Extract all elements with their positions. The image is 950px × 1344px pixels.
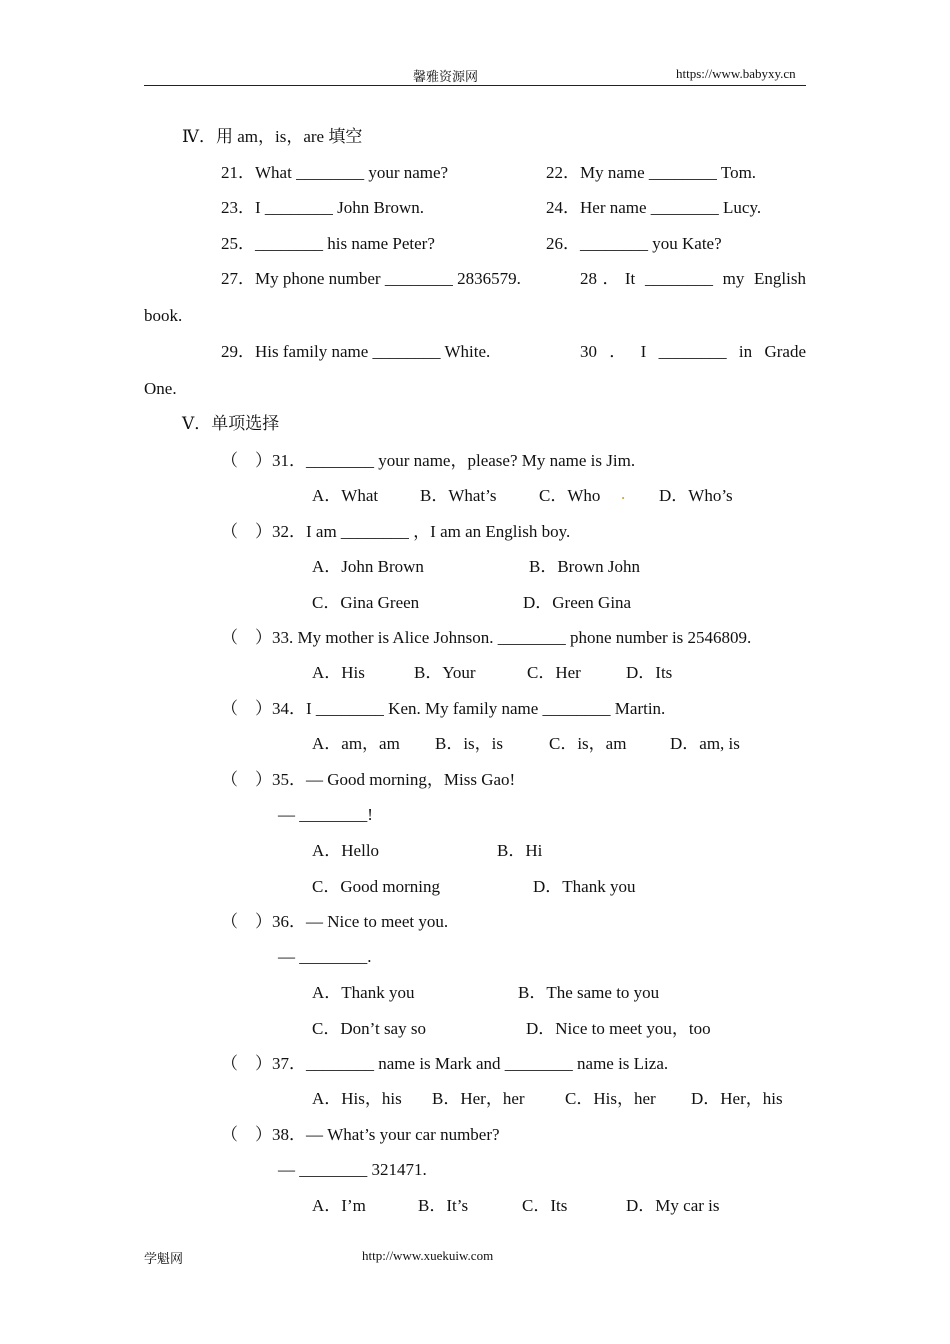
question-34-option-b: B．is，is xyxy=(435,734,504,753)
section-4-title: Ⅳ．用 am，is，are 填空 xyxy=(182,127,363,146)
question-38-option-b: B．It’s xyxy=(418,1196,469,1215)
section-5-title: Ⅴ．单项选择 xyxy=(182,414,280,433)
question-38-option-d: D．My car is xyxy=(626,1196,720,1215)
question-31-option-c: C．Who xyxy=(539,486,601,505)
question-35-option-d: D．Thank you xyxy=(533,877,636,896)
question-32-option-d: D．Green Gina xyxy=(523,593,632,612)
question-34-option-c: C．is，am xyxy=(549,734,627,753)
question-31: （ ）31．________ your name，please? My name is Jim. xyxy=(221,451,636,470)
question-35: （ ）35．— Good morning，Miss Gao! xyxy=(221,770,516,789)
header-url: https://www.babyxy.cn xyxy=(676,66,796,81)
header-site-name: 馨雅资源网 xyxy=(413,69,479,84)
question-21: 21．What ________ your name? xyxy=(221,163,449,182)
question-24: 24．Her name ________ Lucy. xyxy=(546,198,762,217)
question-32-option-b: B．Brown John xyxy=(529,557,640,576)
question-33-option-b: B．Your xyxy=(414,663,476,682)
question-36-option-b: B．The same to you xyxy=(518,983,660,1002)
question-31-option-a: A．What xyxy=(312,486,379,505)
question-34-option-d: D．am, is xyxy=(670,734,740,753)
question-25: 25．________ his name Peter? xyxy=(221,234,435,253)
question-26: 26．________ you Kate? xyxy=(546,234,722,253)
question-33-option-c: C．Her xyxy=(527,663,581,682)
question-36: （ ）36．— Nice to meet you. xyxy=(221,912,449,931)
question-35-option-a: A．Hello xyxy=(312,841,380,860)
question-38: （ ）38．— What’s your car number? xyxy=(221,1125,500,1144)
question-28-continued: book. xyxy=(144,306,183,325)
question-28: 28．It ________ my English xyxy=(580,269,806,288)
header-divider xyxy=(144,85,806,86)
question-36-option-a: A．Thank you xyxy=(312,983,415,1002)
question-33: （ ）33. My mother is Alice Johnson. ________ phone number is 2546809. xyxy=(221,628,752,647)
question-35-option-c: C．Good morning xyxy=(312,877,440,896)
question-37-option-d: D．Her，his xyxy=(691,1089,783,1108)
question-32-option-c: C．Gina Green xyxy=(312,593,420,612)
question-37-option-b: B．Her，her xyxy=(432,1089,525,1108)
question-35-option-b: B．Hi xyxy=(497,841,543,860)
question-33-option-a: A．His xyxy=(312,663,365,682)
question-30-continued: One. xyxy=(144,379,177,398)
question-31-option-d: D．Who’s xyxy=(659,486,733,505)
question-32-option-a: A．John Brown xyxy=(312,557,424,576)
question-37-option-a: A．His，his xyxy=(312,1089,402,1108)
footer-site-name: 学魁网 xyxy=(144,1251,184,1266)
question-36-option-d: D．Nice to meet you，too xyxy=(526,1019,711,1038)
question-31-option-b: B．What’s xyxy=(420,486,497,505)
question-34-option-a: A．am，am xyxy=(312,734,400,753)
question-27: 27．My phone number ________ 2836579. xyxy=(221,269,521,288)
question-23: 23．I ________ John Brown. xyxy=(221,198,425,217)
question-35-reply: — ________! xyxy=(278,805,373,824)
question-34: （ ）34．I ________ Ken. My family name ________ Martin. xyxy=(221,699,666,718)
question-33-option-d: D．Its xyxy=(626,663,673,682)
question-36-option-c: C．Don’t say so xyxy=(312,1019,426,1038)
question-38-option-a: A．I’m xyxy=(312,1196,366,1215)
question-36-reply: — ________. xyxy=(278,947,372,966)
question-29: 29．His family name ________ White. xyxy=(221,342,491,361)
question-30: 30 ． I ________ in Grade xyxy=(580,342,806,361)
question-37: （ ）37．________ name is Mark and ________ name is Liza. xyxy=(221,1054,669,1073)
question-38-reply: — ________ 321471. xyxy=(278,1160,427,1179)
question-32: （ ）32．I am ________ ，I am an English boy. xyxy=(221,522,571,541)
question-38-option-c: C．Its xyxy=(522,1196,568,1215)
stray-mark: . xyxy=(621,484,626,503)
footer-url: http://www.xuekuiw.com xyxy=(362,1248,494,1263)
question-22: 22．My name ________ Tom. xyxy=(546,163,757,182)
question-37-option-c: C．His，her xyxy=(565,1089,656,1108)
